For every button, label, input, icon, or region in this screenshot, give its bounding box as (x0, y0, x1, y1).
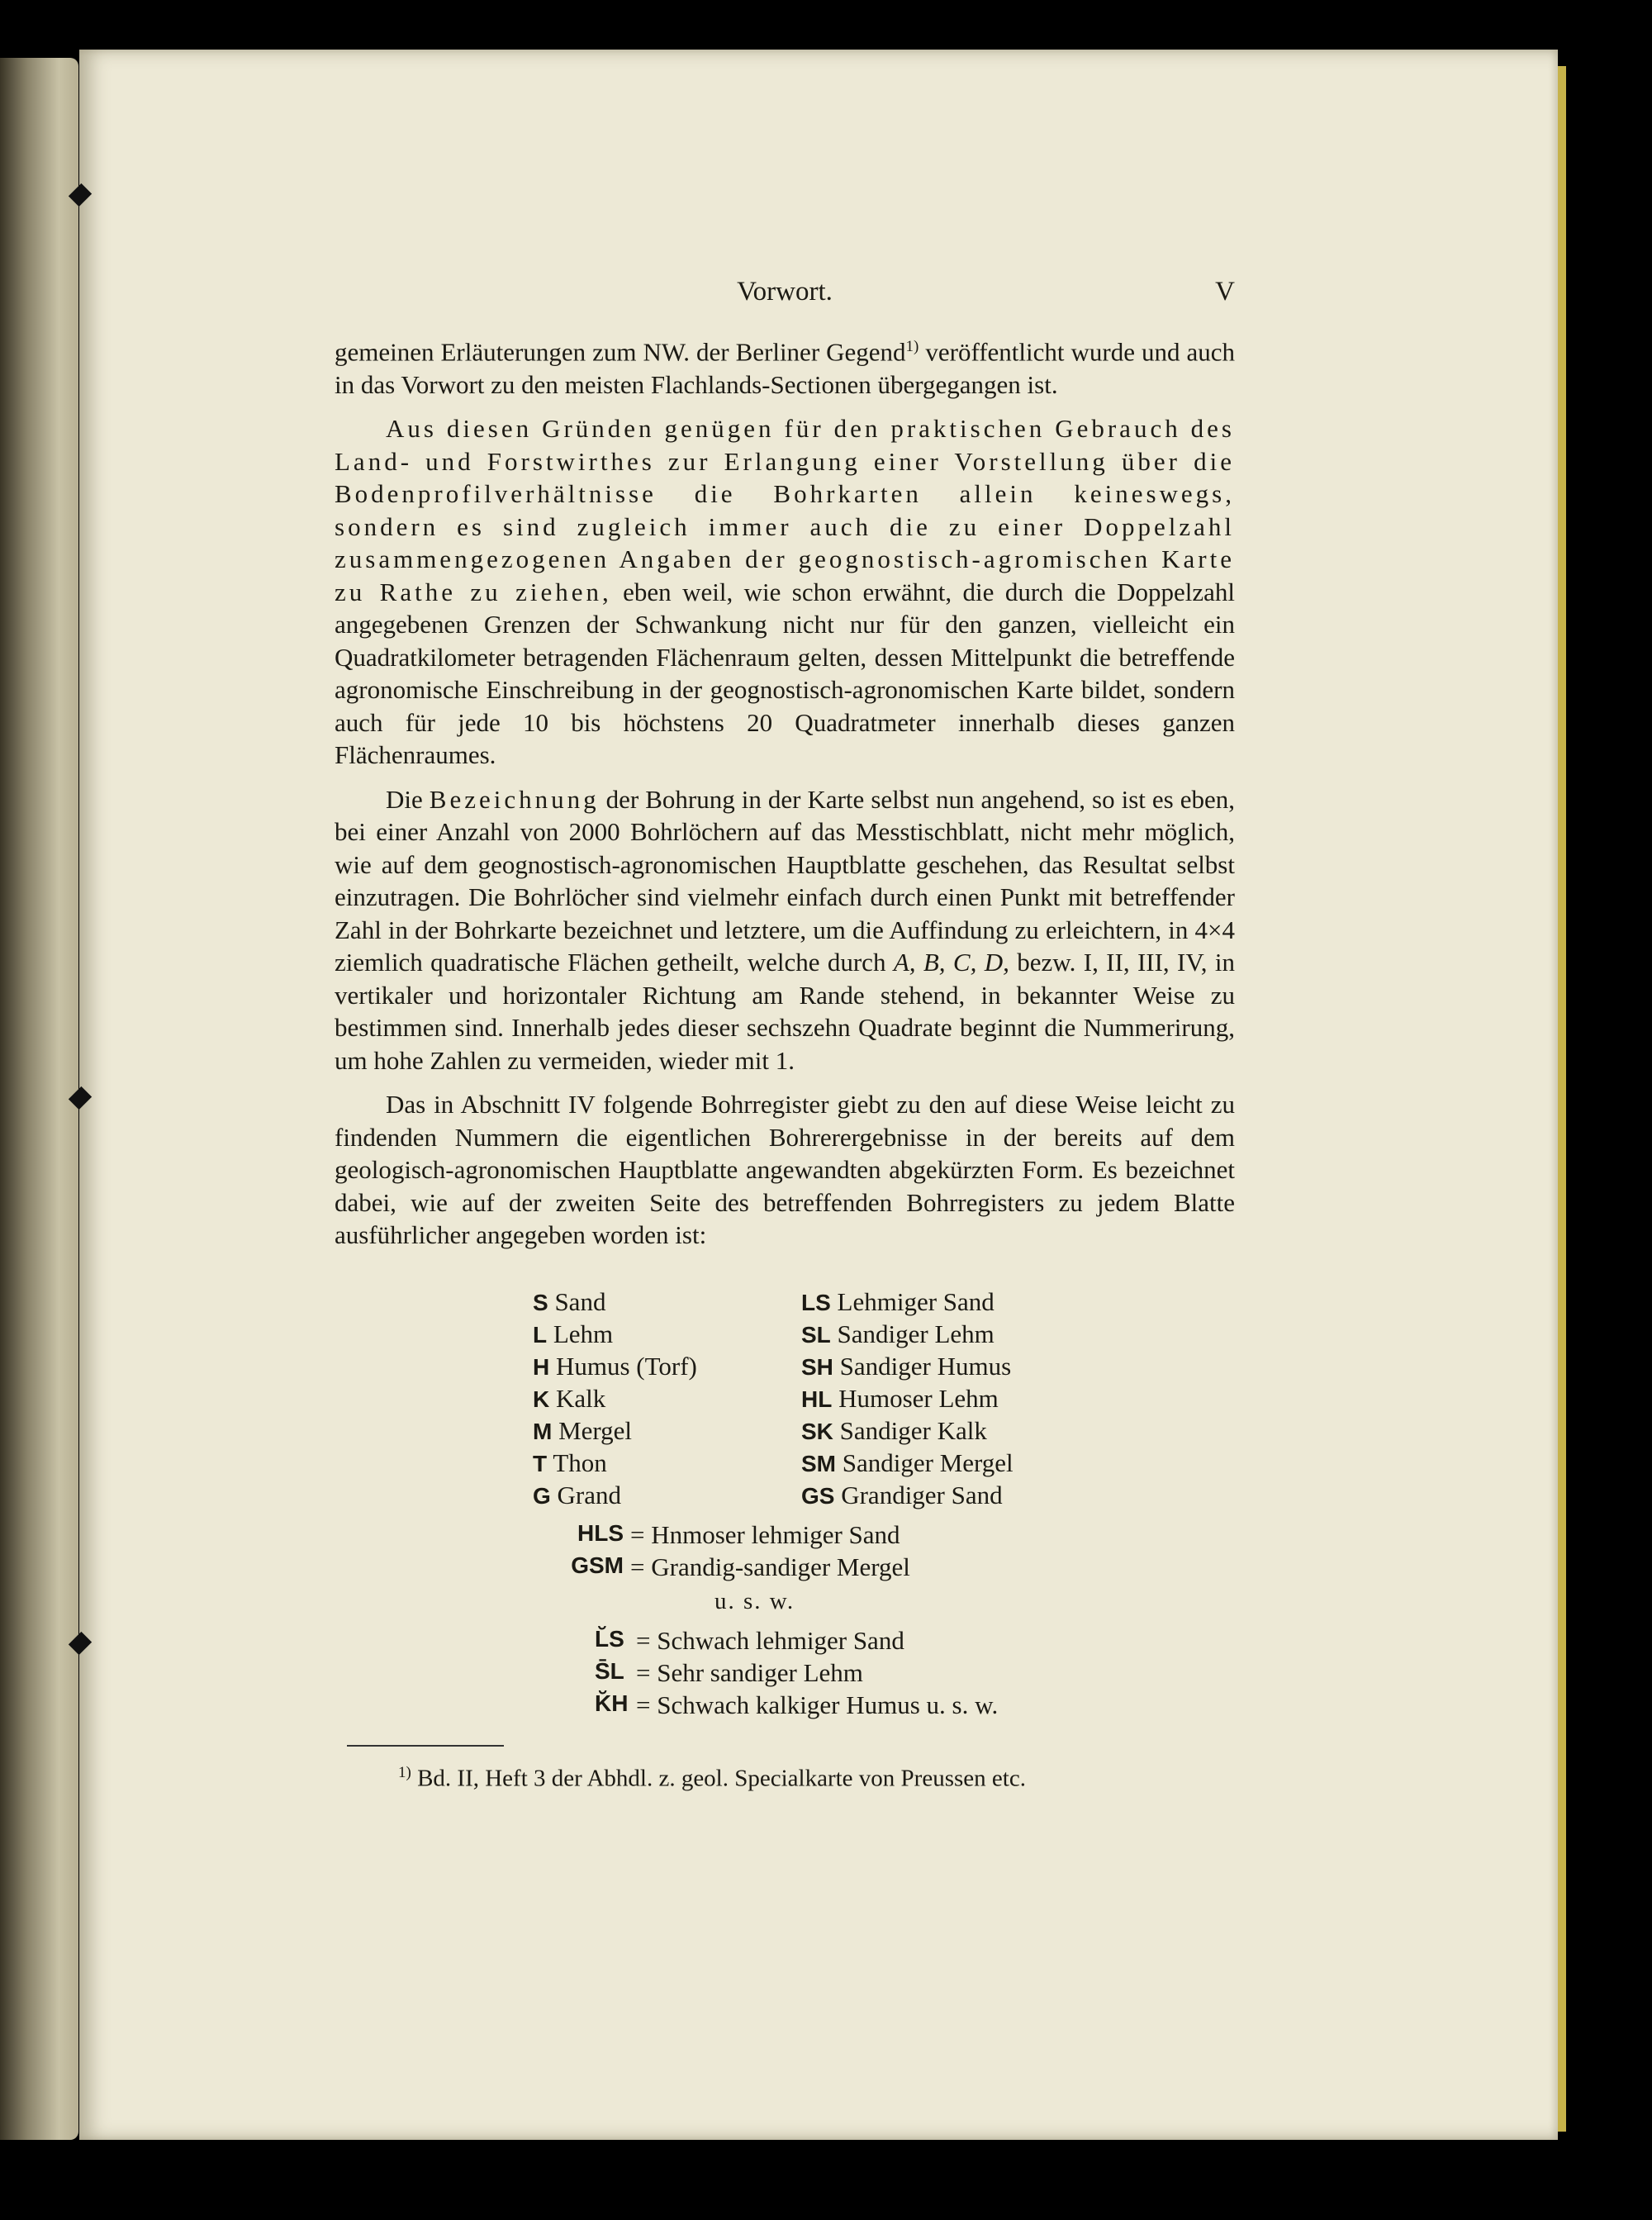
abbreviation-meaning: Sandiger Kalk (839, 1416, 987, 1445)
abbreviation-code: H (533, 1354, 550, 1380)
modifier-row (595, 1690, 1173, 1723)
abbreviation-code: K (533, 1386, 550, 1412)
footnote-marker: 1) (398, 1764, 411, 1781)
abbreviation-row (533, 1416, 1194, 1448)
abbreviation-code: G (533, 1483, 551, 1509)
footnote: $^{1)}$ Bd. II, Heft 3 der Abhdl. z. geol. Specialkarte von Preussen etc. (398, 1764, 1026, 1792)
combination-meaning: = Grandig-sandiger Mergel (630, 1552, 910, 1581)
book-cover-edge (1558, 66, 1566, 2132)
abbreviation-row (533, 1319, 1194, 1352)
abbreviation-row (533, 1481, 1194, 1513)
abbreviation-code: L (533, 1322, 548, 1348)
abbreviation-code: SL (801, 1322, 831, 1348)
abbreviation-meaning: Grand (557, 1481, 622, 1509)
abbreviation-code: T (533, 1451, 548, 1476)
combination-meaning: = Hnmoser lehmiger Sand (630, 1520, 900, 1549)
abbreviation-meaning: Grandiger Sand (841, 1481, 1003, 1509)
modifier-meaning: = Schwach kalkiger Humus u. s. w. (636, 1690, 999, 1719)
facing-page-edge (0, 58, 78, 2140)
modifier-code: L̆S (595, 1626, 624, 1652)
abbreviation-meaning: Humus (Torf) (555, 1352, 697, 1381)
abbreviation-code: SM (801, 1451, 836, 1476)
page-title: Vorwort. (737, 277, 833, 307)
abbreviation-code: LS (801, 1290, 831, 1315)
footnote-marker: 1) (905, 338, 919, 355)
combination-row (533, 1520, 1194, 1552)
combination-row (533, 1552, 1194, 1585)
abbreviation-row (533, 1352, 1194, 1384)
abbreviation-meaning: Sandiger Humus (839, 1352, 1012, 1381)
modifier-list (595, 1626, 1173, 1723)
combination-list (533, 1520, 1194, 1585)
paragraph-continuation: gemeinen Erläuterungen zum NW. der Berliner Gegend$^{1)}$ veröffentlicht wurde und auch in das Vorwort zu den meisten Flachlands-Sectionen übergegangen ist. (335, 337, 1235, 399)
abbreviation-table (533, 1287, 1194, 1513)
paragraph: Die Bezeichnung der Bohrung in der Karte selbst nun angehend, so ist es eben, bei einer Anzahl von 2000 Bohrlöchern auf das Messtischblatt, nicht mehr möglich, wie auf dem geognostisch-agronomischen Hauptblatte geschehen, das Resultat selbst einzutragen. Die Bohrlöcher sind vielmehr einfach durch einen Punkt mit betreffender Zahl in der Bohrkarte bezeichnet und letztere, um die Auffindung zu erleichtern, in 4×4 ziemlich quadratische Flächen getheilt, welche durch A, B, C, D, bezw. I, II, III, IV, in vertikaler und horizontaler Richtung am Rande stehend, in bekannter Weise zu bestimmen sind. Innerhalb jedes dieser sechszehn Quadrate beginnt die Nummerirung, um hohe Zahlen zu vermeiden, wieder mit 1. (335, 784, 1235, 1075)
abbreviation-row (533, 1384, 1194, 1416)
modifier-row (595, 1658, 1173, 1690)
usw-text: u. s. w. (714, 1588, 795, 1614)
modifier-row (595, 1626, 1173, 1658)
modifier-code: S̄L (595, 1658, 624, 1684)
abbreviation-code: M (533, 1419, 553, 1444)
abbreviation-code: HL (801, 1386, 833, 1412)
abbreviation-code: SH (801, 1354, 833, 1380)
running-head (335, 277, 1235, 310)
paragraph: Das in Abschnitt IV folgende Bohrregister giebt zu den auf diese Weise leicht zu findenden Nummern die eigentlichen Bohrerergebnisse in der bereits auf dem geologisch-agronomischen Hauptblatte angewandten abgekürzten Form. Es bezeichnet dabei, wie auf der zweiten Seite des betreffenden Bohrregisters zu jedem Blatte ausführlicher angegeben worden ist: (335, 1090, 1235, 1250)
abbreviation-meaning: Lehmiger Sand (837, 1287, 995, 1316)
abbreviation-row (533, 1448, 1194, 1481)
combination-code: GSM (571, 1552, 624, 1578)
abbreviation-code: GS (801, 1483, 835, 1509)
paragraph: Aus diesen Gründen genügen für den praktischen Gebrauch des Land- und Forstwirthes zur Erlangung einer Vorstellung über die Bodenprofilverhältnisse die Bohrkarten allein keineswegs, sondern es sind zugleich immer auch die zu einer Doppelzahl zusammengezogenen Angaben der geognostisch-agromischen Karte zu Rathe zu ziehen, eben weil, wie schon erwähnt, die durch die Doppelzahl angegebenen Grenzen der Schwankung nicht nur für den ganzen, vielleicht ein Quadratkilometer betragenden Flächenraum gelten, dessen Mittelpunkt die betreffende agronomische Einschreibung in der geognostisch-agronomischen Karte bildet, sondern auch für jede 10 bis höchstens 20 Quadratmeter innerhalb dieses ganzen Flächenraumes. (335, 414, 1235, 770)
body-text (335, 330, 1235, 1252)
modifier-meaning: = Sehr sandiger Lehm (636, 1658, 863, 1687)
abbreviation-meaning: Sandiger Lehm (837, 1319, 995, 1348)
page-number: V (1215, 277, 1235, 307)
abbreviation-meaning: Mergel (558, 1416, 633, 1445)
abbreviation-meaning: Sandiger Mergel (842, 1448, 1014, 1477)
abbreviation-meaning: Sand (554, 1287, 606, 1316)
modifier-code: K̆H (595, 1690, 629, 1716)
combination-code: HLS (577, 1520, 624, 1546)
footnote-divider (347, 1745, 504, 1747)
abbreviation-meaning: Humoser Lehm (838, 1384, 999, 1413)
abbreviation-meaning: Kalk (555, 1384, 606, 1413)
abbreviation-code: SK (801, 1419, 833, 1444)
abbreviation-row (533, 1287, 1194, 1319)
modifier-meaning: = Schwach lehmiger Sand (636, 1626, 904, 1655)
abbreviation-meaning: Lehm (553, 1319, 614, 1348)
abbreviation-meaning: Thon (553, 1448, 607, 1477)
abbreviation-code: S (533, 1290, 548, 1315)
